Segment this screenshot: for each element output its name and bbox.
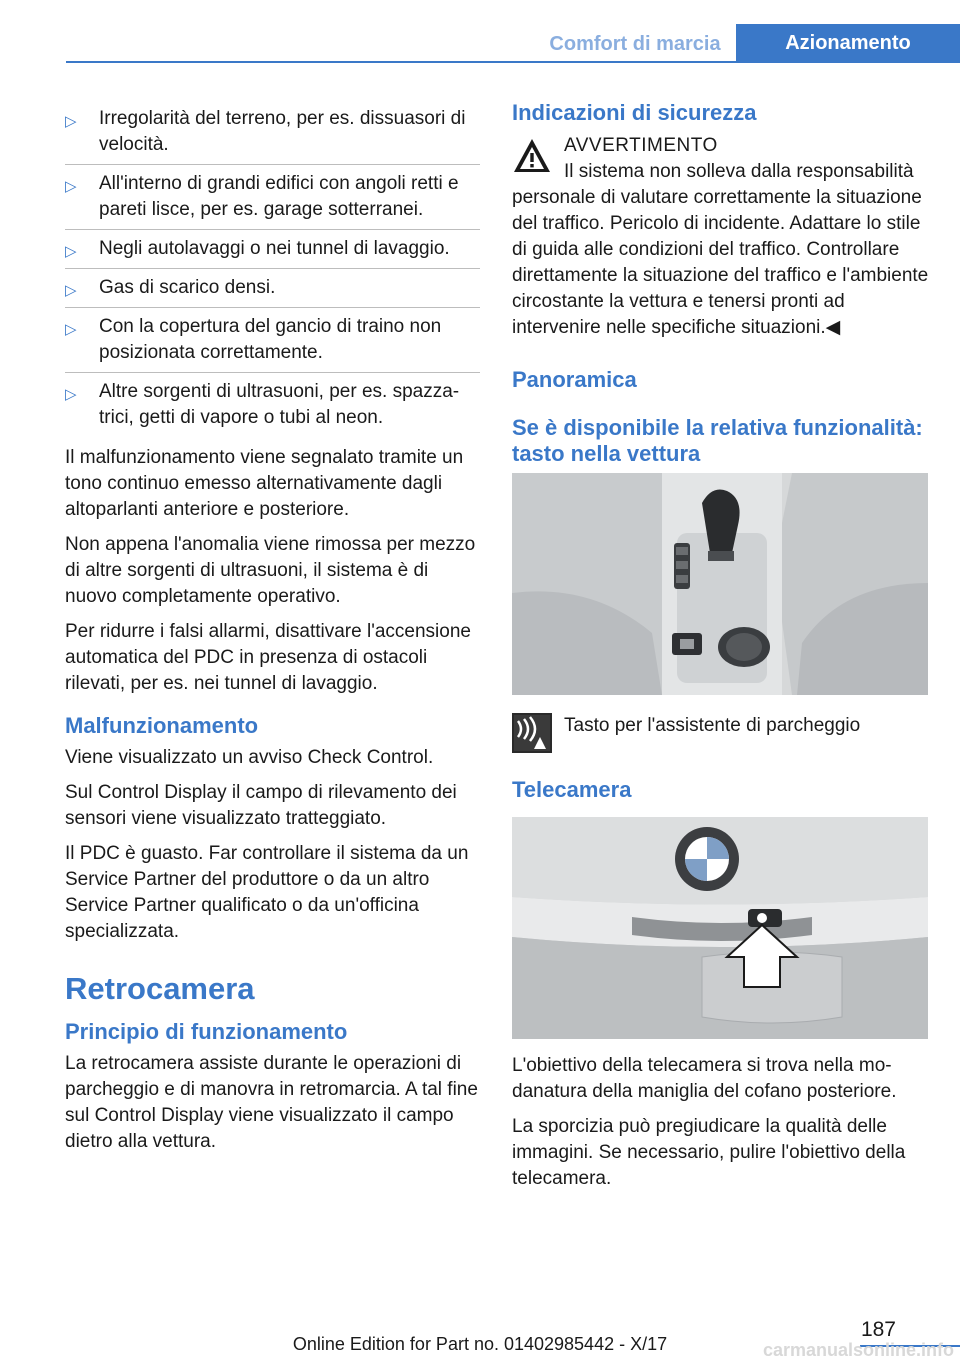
header-section-label: Comfort di marcia <box>549 33 721 55</box>
warning-block <box>512 132 930 341</box>
malfunction-heading: Malfunzionamento <box>65 713 259 738</box>
paragraph: Sul Control Display il campo di rilevamento dei sensori viene visualizzato tratteggiato. <box>65 782 457 829</box>
triangle-bullet-icon: ▷ <box>65 113 77 130</box>
safety-heading: Indicazioni di sicurezza <box>512 100 757 125</box>
triangle-bullet-icon: ▷ <box>65 386 77 403</box>
paragraph: La retrocamera assiste durante le operazioni di parcheggio e di manovra in retromarcia. A tal fine sul Control Display viene visualizzato il campo dietro alla vettura. <box>65 1053 478 1152</box>
bullet-list <box>65 100 480 437</box>
watermark: carmanualsonline.info <box>762 1340 954 1360</box>
list-item: ▷ Irregolarità del terreno, per es. dissuasori di velocità. <box>65 100 480 165</box>
triangle-bullet-icon: ▷ <box>65 321 77 338</box>
triangle-bullet-icon: ▷ <box>65 178 77 195</box>
paragraph: Il PDC è guasto. Far controllare il sistema da un Service Partner del produttore o da un altro Service Partner qualificato o da un'officina specializzata. <box>65 843 469 942</box>
overview-heading: Panoramica <box>512 367 637 392</box>
console-illustration <box>512 473 928 695</box>
triangle-bullet-icon: ▷ <box>65 243 77 260</box>
left-column <box>65 100 480 1164</box>
paragraph: La sporcizia può pregiudicare la qualità delle immagini. Se necessario, pulire l'obiettivo della telecamera. <box>512 1116 906 1189</box>
paragraph: Per ridurre i falsi allarmi, disattivare l'accensione automatica del PDC in presenza di ostacoli rilevati, per es. nei tunnel di lavaggio. <box>65 621 471 694</box>
page-footer <box>0 1318 960 1358</box>
rear-camera-heading: Retrocamera <box>65 971 255 1006</box>
edition-text: Online Edition for Part no. 01402985442 - X/17 <box>292 1334 668 1354</box>
warning-text: Il sistema non solleva dalla responsabilità personale di valutare correttamente la situazione del traffico. Pericolo di incidente. Adattare lo stile di guida alle condizioni del traffico. Controllare direttamente la situazione del traffico e l'ambiente circostante la vettura e tenersi pronti ad intervenire nelle specifiche situazioni.◀ <box>512 161 929 338</box>
rear-camera-illustration <box>512 817 928 1039</box>
right-column <box>512 100 930 1201</box>
paragraph: Non appena l'anomalia viene rimossa per mezzo di altre sorgenti di ultrasuoni, il sistema è di nuovo completamente operativo. <box>65 534 476 607</box>
paragraph: Il malfunzionamento viene segnalato tramite un tono continuo emesso alternativamente dagli altoparlanti anteriore e posteriore. <box>65 447 464 520</box>
paragraph: L'obiettivo della telecamera si trova nella modanatura della maniglia del cofano posteriore. <box>512 1055 897 1102</box>
warning-triangle-icon <box>512 136 552 181</box>
parking-assistant-button-icon <box>512 713 552 761</box>
triangle-bullet-icon: ▷ <box>65 282 77 299</box>
warning-title: AVVERTIMENTO <box>564 135 718 156</box>
list-item: ▷ Negli autolavaggi o nei tunnel di lavaggio. <box>65 230 480 269</box>
list-item: ▷ Con la copertura del gancio di traino non posizionata correttamente. <box>65 308 480 373</box>
header-rule <box>66 61 960 63</box>
list-item: ▷ Altre sorgenti di ultrasuoni, per es. spazzatrici, getti di vapore o tubi al neon. <box>65 381 460 428</box>
header-chapter-tab: Azionamento <box>736 24 960 63</box>
paragraph: Viene visualizzato un avviso Check Control. <box>65 747 434 768</box>
list-item: ▷ All'interno di grandi edifici con angoli retti e pareti lisce, per es. garage sotterranei. <box>65 165 480 230</box>
button-heading: Se è disponibile la relativa funzionalità: tasto nella vettura <box>512 415 923 466</box>
figure-caption: Tasto per l'assistente di parcheggio <box>512 713 930 753</box>
list-item: ▷ Gas di scarico densi. <box>65 269 480 308</box>
camera-heading: Telecamera <box>512 777 632 802</box>
principle-heading: Principio di funzionamento <box>65 1019 348 1044</box>
page-number: 187 <box>860 1318 896 1341</box>
